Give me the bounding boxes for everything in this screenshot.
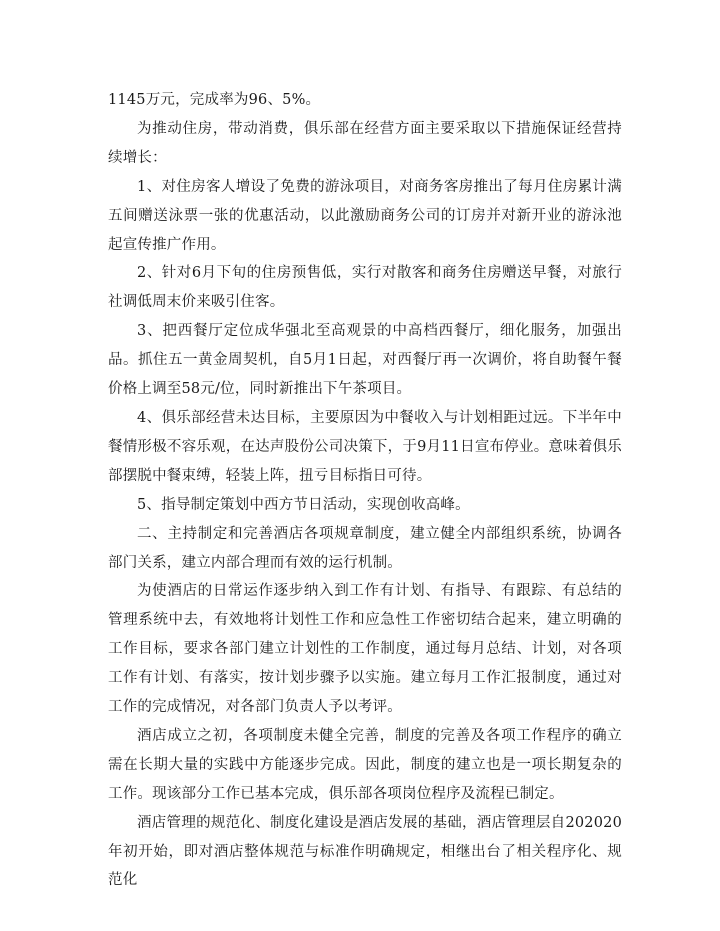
paragraph-measure-4: 4、俱乐部经营未达目标，主要原因为中餐收入与计划相距过远。下半年中餐情形极不容乐观，在达声股份公司决策下，于9月11日宣布停业。意味着俱乐部摆脱中餐束缚，轻装上阵，扭亏目标指日可待。 (108, 409, 622, 484)
document-body (108, 86, 622, 895)
paragraph-measure-1: 1、对住房客人增设了免费的游泳项目，对商务客房推出了每月住房累计满五间赠送泳票一张的优惠活动，以此激励商务公司的订房并对新开业的游泳池起宣传推广作用。 (108, 178, 622, 253)
paragraph-measure-5: 5、指导制定策划中西方节日活动，实现创收高峰。 (137, 496, 470, 513)
paragraph-standardization: 酒店管理的规范化、制度化建设是酒店发展的基础，酒店管理层自202020年初开始，即对酒店整体规范与标准作明确规定，相继出台了相关程序化、规范化 (108, 814, 622, 889)
paragraph-measure-3: 3、把西餐厅定位成华强北至高观景的中高档西餐厅，细化服务，加强出品。抓住五一黄金周契机，自5月1日起，对西餐厅再一次调价，将自助餐午餐价格上调至58元/位，同时新推出下午茶项目。 (108, 323, 622, 398)
paragraph-planning-system: 为使酒店的日常运作逐步纳入到工作有计划、有指导、有跟踪、有总结的管理系统中去，有效地将计划性工作和应急性工作密切结合起来，建立明确的工作目标，要求各部门建立计划性的工作制度，通过每月总结、计划，对各项工作有计划、有落实，按计划步骤予以实施。建立每月工作汇报制度，通过对工作的完成情况，对各部门负责人予以考评。 (108, 583, 622, 716)
paragraph-measure-2: 2、针对6月下旬的住房预售低，实行对散客和商务住房赠送早餐，对旅行社调低周末价来吸引住客。 (108, 265, 622, 311)
paragraph-rules-establishment: 酒店成立之初，各项制度未健全完善，制度的完善及各项工作程序的确立需在长期大量的实践中方能逐步完成。因此，制度的建立也是一项长期复杂的工作。现该部分工作已基本完成，俱乐部各项岗位程序及流程已制定。 (108, 727, 622, 802)
paragraph-measures-intro: 为推动住房，带动消费，俱乐部在经营方面主要采取以下措施保证经营持续增长： (108, 120, 622, 166)
paragraph-section-two: 二、主持制定和完善酒店各项规章制度，建立健全内部组织系统，协调各部门关系，建立内部合理而有效的运行机制。 (108, 525, 622, 571)
paragraph-completion-rate: 1145万元，完成率为96、5%。 (108, 92, 321, 108)
